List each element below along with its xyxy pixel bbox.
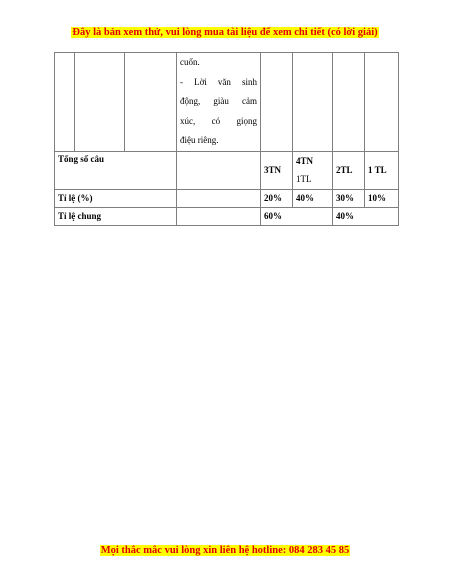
table-cell: 3TN bbox=[261, 151, 293, 189]
table-cell: 60% bbox=[261, 207, 333, 225]
table-cell: 10% bbox=[365, 189, 399, 207]
table-cell: 40% bbox=[333, 207, 399, 225]
hotline-banner-text: Mọi thắc mắc vui lòng xin liên hệ hotline: 084 283 45 85 bbox=[100, 545, 350, 556]
table-cell bbox=[125, 53, 177, 152]
table-cell: 30% bbox=[333, 189, 365, 207]
criteria-line: - Lời văn sinh bbox=[180, 76, 257, 87]
row-label: Tỉ lệ (%) bbox=[55, 189, 177, 207]
table-cell bbox=[261, 53, 293, 152]
hotline-banner bbox=[0, 545, 450, 556]
table-cell bbox=[177, 189, 261, 207]
row-label: Tỉ lệ chung bbox=[55, 207, 177, 225]
table-cell bbox=[293, 53, 333, 152]
cell-line: 4TN bbox=[296, 155, 314, 166]
row-label: Tổng số câu bbox=[55, 151, 177, 189]
table-cell bbox=[75, 53, 125, 152]
table-cell: 1 TL bbox=[365, 151, 399, 189]
table-cell: 40% bbox=[293, 189, 333, 207]
table-cell bbox=[177, 151, 261, 189]
criteria-line: xúc, có giọng bbox=[180, 115, 257, 126]
table-cell bbox=[293, 151, 333, 189]
table-row bbox=[55, 151, 399, 189]
criteria-line: động, giàu cảm bbox=[180, 96, 257, 106]
preview-banner bbox=[0, 27, 450, 38]
table-cell bbox=[333, 53, 365, 152]
preview-banner-text: Đây là bản xem thử, vui lòng mua tài liệu để xem chi tiết (có lời giải) bbox=[72, 27, 378, 38]
cell-line: 1TL bbox=[296, 173, 312, 184]
table-row bbox=[55, 53, 399, 152]
criteria-cell bbox=[177, 53, 261, 152]
table-cell bbox=[177, 207, 261, 225]
criteria-line: điệu riêng. bbox=[180, 135, 219, 145]
criteria-line: cuốn. bbox=[180, 57, 200, 67]
table-row bbox=[55, 189, 399, 207]
table-cell bbox=[365, 53, 399, 152]
table-cell bbox=[55, 53, 75, 152]
table-cell: 2TL bbox=[333, 151, 365, 189]
matrix-table bbox=[54, 52, 399, 226]
table-row bbox=[55, 207, 399, 225]
table-cell: 20% bbox=[261, 189, 293, 207]
